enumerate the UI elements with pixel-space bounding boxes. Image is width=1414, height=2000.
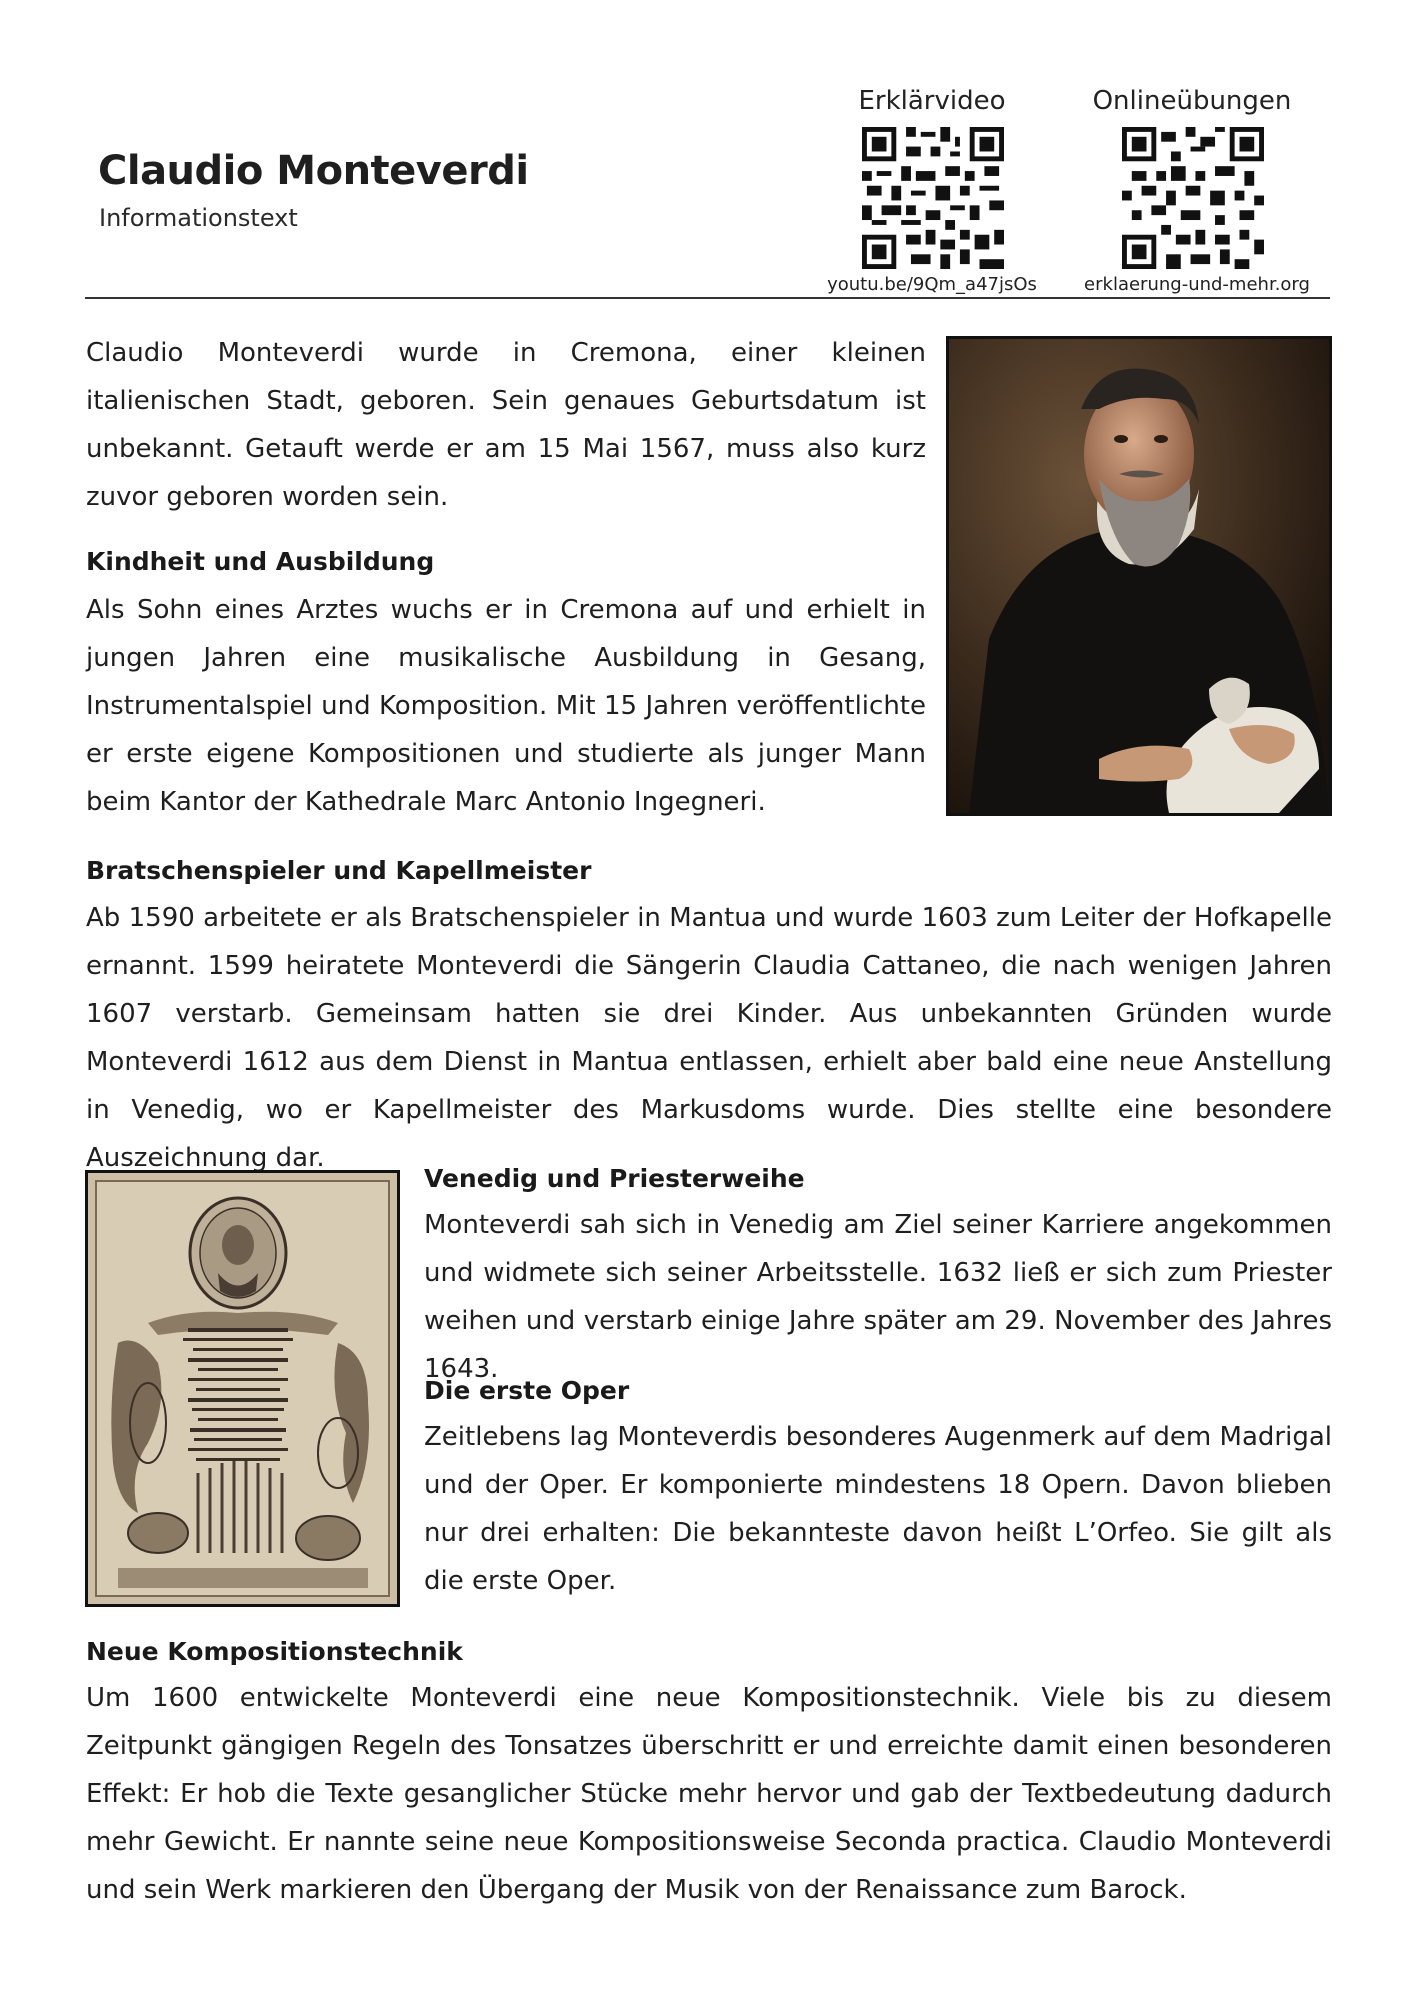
qr-label-exercises: Onlineübungen [1092,86,1292,116]
qr-url-video[interactable]: youtu.be/9Qm_a47jsOs [827,274,1037,295]
header-divider [85,297,1330,299]
page-title: Claudio Monteverdi [98,148,529,194]
section-text-bratschenspieler: Ab 1590 arbeitete er als Bratschenspieler in Mantua und wurde 1603 zum Leiter der Hofkapelle ernannt. 1599 heiratete Monteverdi die Sängerin Claudia Cattaneo, die nach wenigen Jahren 1607 verstarb. Gemeinsam hatten sie drei Kinder. Aus unbekannten Gründen wurde Monteverdi 1612 aus dem Dienst in Mantua entlassen, erhielt aber bald eine neue Anstellung in Venedig, wo er Kapellmeister des Markusdoms wurde. Dies stellte eine besondere Auszeichnung dar. [86,903,1332,1173]
section-text-venedig: Monteverdi sah sich in Venedig am Ziel seiner Karriere angekommen und widmete sich seiner Arbeitsstelle. 1632 ließ er sich zum Priester weihen und verstarb einige Jahre später am 29. November des Jahres 1643. [424,1210,1332,1384]
section-heading-erste-oper: Die erste Oper [424,1376,630,1405]
section-heading-bratschenspieler: Bratschenspieler und Kapellmeister [86,856,592,885]
qr-code-exercises-icon[interactable] [1122,127,1264,269]
qr-label-video: Erklärvideo [858,86,1006,116]
engraved-title-page-icon [85,1170,400,1607]
section-text-erste-oper: Zeitlebens lag Monteverdis besonderes Augenmerk auf dem Madrigal und der Oper. Er komponierte mindestens 18 Opern. Davon blieben nur drei erhalten: Die bekannteste davon heißt L’Orfeo. Sie gilt als die erste Oper. [424,1422,1332,1596]
section-text-kindheit: Als Sohn eines Arztes wuchs er in Cremona auf und erhielt in jungen Jahren eine musikalische Ausbildung in Gesang, Instrumentalspiel und Komposition. Mit 15 Jahren veröffentlichte er erste eigene Kompositionen und studierte als junger Mann beim Kantor der Kathedrale Marc Antonio Ingegneri. [86,595,926,817]
page-subtitle: Informationstext [99,204,298,232]
section-heading-kindheit: Kindheit und Ausbildung [86,547,435,576]
qr-code-video-icon[interactable] [862,127,1004,269]
section-heading-venedig: Venedig und Priesterweihe [424,1164,805,1193]
portrait-painting-icon [946,336,1332,816]
intro-paragraph: Claudio Monteverdi wurde in Cremona, einer kleinen italienischen Stadt, geboren. Sein genaues Geburtsdatum ist unbekannt. Getauft werde er am 15 Mai 1567, muss also kurz zuvor geboren worden sein. [86,338,926,512]
qr-url-exercises[interactable]: erklaerung-und-mehr.org [1084,274,1310,295]
section-heading-kompositionstechnik: Neue Kompositionstechnik [86,1637,463,1666]
section-text-kompositionstechnik: Um 1600 entwickelte Monteverdi eine neue Kompositionstechnik. Viele bis zu diesem Zeitpunkt gängigen Regeln des Tonsatzes überschritt er und erreichte damit einen besonderen Effekt: Er hob die Texte gesanglicher Stücke mehr hervor und gab der Textbedeutung dadurch mehr Gewicht. Er nannte seine neue Kompositionsweise Seconda practica. Claudio Monteverdi und sein Werk markieren den Übergang der Musik von der Renaissance zum Barock. [86,1683,1332,1905]
